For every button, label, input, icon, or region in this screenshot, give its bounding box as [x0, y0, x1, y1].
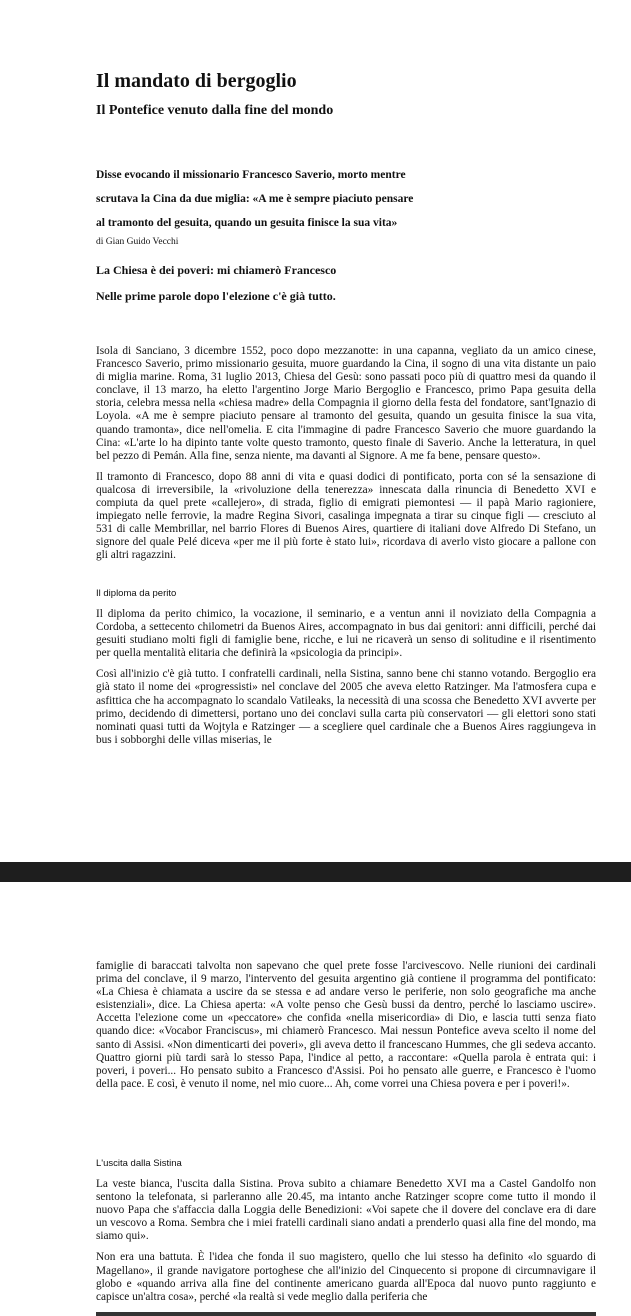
article-body	[96, 1178, 596, 1312]
paragraph: Così all'inizio c'è già tutto. I confratelli cardinali, nella Sistina, sanno bene chi stanno votando. Bergoglio era già stato il nome dei «progressisti» nel conclave del 2005 che aveva eletto Ratzinger. Ma l'atmosfera cupa e asfittica che ha accompagnato lo scandalo Vatileaks, la necessità di una scossa che Benedetto XVI avverte per primo, decidendo di dimettersi, portano uno dei conclavi sulla carta più conservatori — gli elettori sono stati nominati quasi tutti da Wojtyla e Ratzinger — a scegliere quel cardinale che a Buenos Aires raggiungeva in bus i sobborghi delle villas miserias, le	[96, 668, 596, 746]
article-title: Il mandato di bergoglio	[96, 70, 297, 92]
article-lead	[96, 163, 556, 235]
paragraph: Isola di Sanciano, 3 dicembre 1552, poco dopo mezzanotte: in una capanna, vegliato da un amico cinese, Francesco Saverio, primo missionario gesuita, muore guardando la Cina, il sogno di una vita distante un paio di miglia marine. Roma, 31 luglio 2013, Chiesa del Gesù: sono passati poco più di quattro mesi da quando il conclave, il 13 marzo, ha eletto l'argentino Jorge Mario Bergoglio e Francesco, primo Papa gesuita della storia, celebra messa nella «chiesa madre» della Compagnia il giorno della festa del fondatore, sant'Ignazio di Loyola. «A me è sempre piaciuto pensare al tramonto del gesuita, quando un gesuita finisce la sua vita, quando tramonta», dice nell'omelia. E cita l'immagine di padre Francesco Saverio che muore guardando la Cina: «L'arte lo ha dipinto tante volte questo tramonto, questo finale di Saverio. Anche la letteratura, in quel bel pezzo di Pemán. Alla fine, senza niente, ma davanti al Signore. A me fa bene, pensare questo».	[96, 345, 596, 462]
paragraph: La veste bianca, l'uscita dalla Sistina. Prova subito a chiamare Benedetto XVI ma a Castel Gandolfo non sentono la telefonata, si parleranno alle 20.45, ma intanto anche Ratzinger scopre come tutto il mondo il nuovo Papa che s'affaccia dalla Loggia delle Benedizioni: «Voi sapete che il dovere del conclave era di dare un vescovo a Roma. Sembra che i miei fratelli cardinali siano andati a prenderlo quasi alla fine del mondo, ma siamo qui».	[96, 1178, 596, 1243]
cropped-text-edge	[96, 1312, 596, 1316]
section-label: L'uscita dalla Sistina	[96, 1158, 182, 1169]
document-page-2	[0, 882, 631, 1316]
paragraph: Il diploma da perito chimico, la vocazione, il seminario, e a ventun anni il noviziato della Compagnia a Cordoba, a settecento chilometri da Buenos Aires, accompagnato in bus dai genitori: anni difficili, perché dai gesuiti studiano molti figli di famiglie bene, ricche, e lui ne ricaverà un senso di solitudine e il risentimento per quella mentalità elitaria che definirà la «psicologia da principi».	[96, 608, 596, 660]
paragraph: Il tramonto di Francesco, dopo 88 anni di vita e quasi dodici di pontificato, porta con sé la sensazione di qualcosa di irreversibile, la «rivoluzione della tenerezza» innescata dalla rinuncia di Benedetto XVI e compiuta da quel prete «callejero», di strada, figlio di emigrati piemontesi — il papà Mario ragioniere, impiegato nelle ferrovie, la madre Regina Sivori, casalinga impegnata a tirar su cinque figli — cresciuto al 531 di calle Membrillar, nel barrio Flores di Buenos Aires, quartiere di italiani dove Alfredo Di Stefano, un signore del quale Pelé diceva «per me il più forte è stato lui», ricordava di averlo visto giocare a pallone con gli altri ragazzini.	[96, 470, 596, 562]
lead-line: scrutava la Cina da due miglia: «A me è sempre piaciuto pensare	[96, 193, 414, 205]
lead-line: al tramonto del gesuita, quando un gesuita finisce la sua vita»	[96, 217, 398, 229]
section-heading: La Chiesa è dei poveri: mi chiamerò Francesco	[96, 263, 337, 277]
article-body	[96, 960, 596, 1099]
author-byline: di Gian Guido Vecchi	[96, 237, 179, 247]
article-subtitle: Il Pontefice venuto dalla fine del mondo	[96, 103, 334, 118]
section-heading: Nelle prime parole dopo l'elezione c'è già tutto.	[96, 289, 336, 303]
paragraph: Non era una battuta. È l'idea che fonda il suo magistero, quello che lui stesso ha definito «lo sguardo di Magellano», il grande navigatore portoghese che all'inizio del Cinquecento si propone di circumnavigare il globo e «quando arriva alla fine del continente americano guarda all'Epoca dal nuovo punto raggiunto e capisce un'altra cosa», perché «la realtà si vede meglio dalla periferia che	[96, 1251, 596, 1303]
lead-line: Disse evocando il missionario Francesco Saverio, morto mentre	[96, 169, 406, 181]
section-label: Il diploma da perito	[96, 588, 177, 599]
paragraph: famiglie di baraccati talvolta non sapevano che quel prete fosse l'arcivescovo. Nelle riunioni dei cardinali prima del conclave, il 9 marzo, l'intervento del gesuita argentino già contiene il programma del pontificato: «La Chiesa è chiamata a uscire da se stessa e ad andare verso le periferie, non solo geografiche ma anche esistenziali», dice. La Chiesa aperta: «A volte penso che Gesù bussi da dentro, perché lo lasciamo uscire». Accetta l'elezione come un «peccatore» che confida «nella misericordia» di Dio, e lascia tutti senza fiato quando dice: «Vocabor Franciscus», mi chiamerò Francesco. Mai nessun Pontefice aveva scelto il nome del santo di Assisi. «Non dimenticarti dei poveri», gli aveva detto il francescano Hummes, che gli sedeva accanto. Quattro giorni più tardi sarà lo stesso Papa, l'indice al petto, a raccontare: «Quella parola è entrata qui: i poveri, i poveri... Ho pensato subito a Francesco d'Assisi. Poi ho pensato alle guerre, e Francesco è l'uomo della pace. E così, è venuto il nome, nel mio cuore... Ah, come vorrei una Chiesa povera e per i poveri!».	[96, 960, 596, 1090]
article-body	[96, 345, 596, 571]
page-divider	[0, 862, 631, 882]
article-body	[96, 608, 596, 755]
